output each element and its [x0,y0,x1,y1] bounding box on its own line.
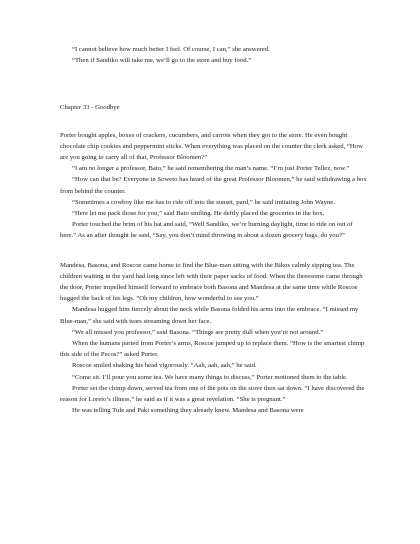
paragraph: Porter set the chimp down, served tea from one of the pots on the stove then sat down. “I have discovered the reason for Loreto’s illness,” he said as if it was a great revelation. “She is pregnant.” [60,384,365,404]
paragraph: “I cannot believe how much better I feel. Of course, I can,” she answered. [72,46,270,53]
page-body [60,44,370,416]
paragraph: “How can that be? Everyone in Soweto has heard of the great Professor Bloomen,” he said withdrawing a box from behind the counter. [60,176,367,195]
paragraph: Mandesa, Basona, and Roscoe came home to find the Blue-man sitting with the Bikos calmly sipping tea. The children waiting in the yard had long since left with their paper sacks of food. When the threesome came through the door, Porter impelled himself forward to embrace both Basona and Mandesa at the same time while Roscoe hugged the back of his legs. “Oh my children, how wonderful to see you.” [60,261,363,303]
paragraph: “Come sit. I’ll pour you some tea. We have many things to discuss,” Porter motioned them to the table. [72,373,348,381]
chapter-heading: Chapter 33 - Goodbye [60,104,120,112]
paragraph: “Here let me pack those for you,” said Bato smiling. He deftly placed the groceries in the box. [72,210,325,218]
spacer [60,66,370,102]
spacer [60,114,370,130]
paragraph: Roscoe smiled shaking his head vigorously. “Aah, aah, aah,” he said. [72,362,257,370]
section-break [60,242,370,260]
paragraph: “I am no longer a professor, Bato,” he said remembering the man’s name. “I’m just Porter Tellez, now.” [72,165,350,173]
paragraph: “Sometimes a cowboy like me has to ride off into the sunset, pard,” he said imitating John Wayne. [72,198,335,206]
paragraph: When the humans parted from Porter’s arms, Roscoe jumped up to replace them. “How is the smartest chimp this side of the Pecos?” asked Porter. [60,340,365,359]
paragraph: He was telling Tule and Paki something they already knew. Mandesa and Basona were [72,407,304,415]
paragraph: Mandesa hugged him fiercely about the neck while Basona folded his arms into the embrace. “I missed my Blue-man,” she said with tears streaming down her face. [60,306,359,325]
paragraph: “Then if Sandiko will take me, we’ll go to the store and buy food.” [72,57,252,65]
paragraph: Porter touched the brim of his hat and said, “Well Sandiko, we’re burning daylight, time to ride on out of here.” As an after thought he said, “Say, you don’t mind throwing in about a dozen grocery bags, do you?” [60,221,353,240]
paragraph: Porter bought apples, boxes of crackers, cucumbers, and carrots when they got to the store. He even bought chocolate chip cookies and peppermint sticks. When everything was placed on the counter the clerk asked, “How are you going to carry all of that, Professor Bloomen?” [60,131,363,162]
paragraph: “We all missed you professor,” said Basona. “Things are pretty dull when you’re not around.” [72,328,324,336]
